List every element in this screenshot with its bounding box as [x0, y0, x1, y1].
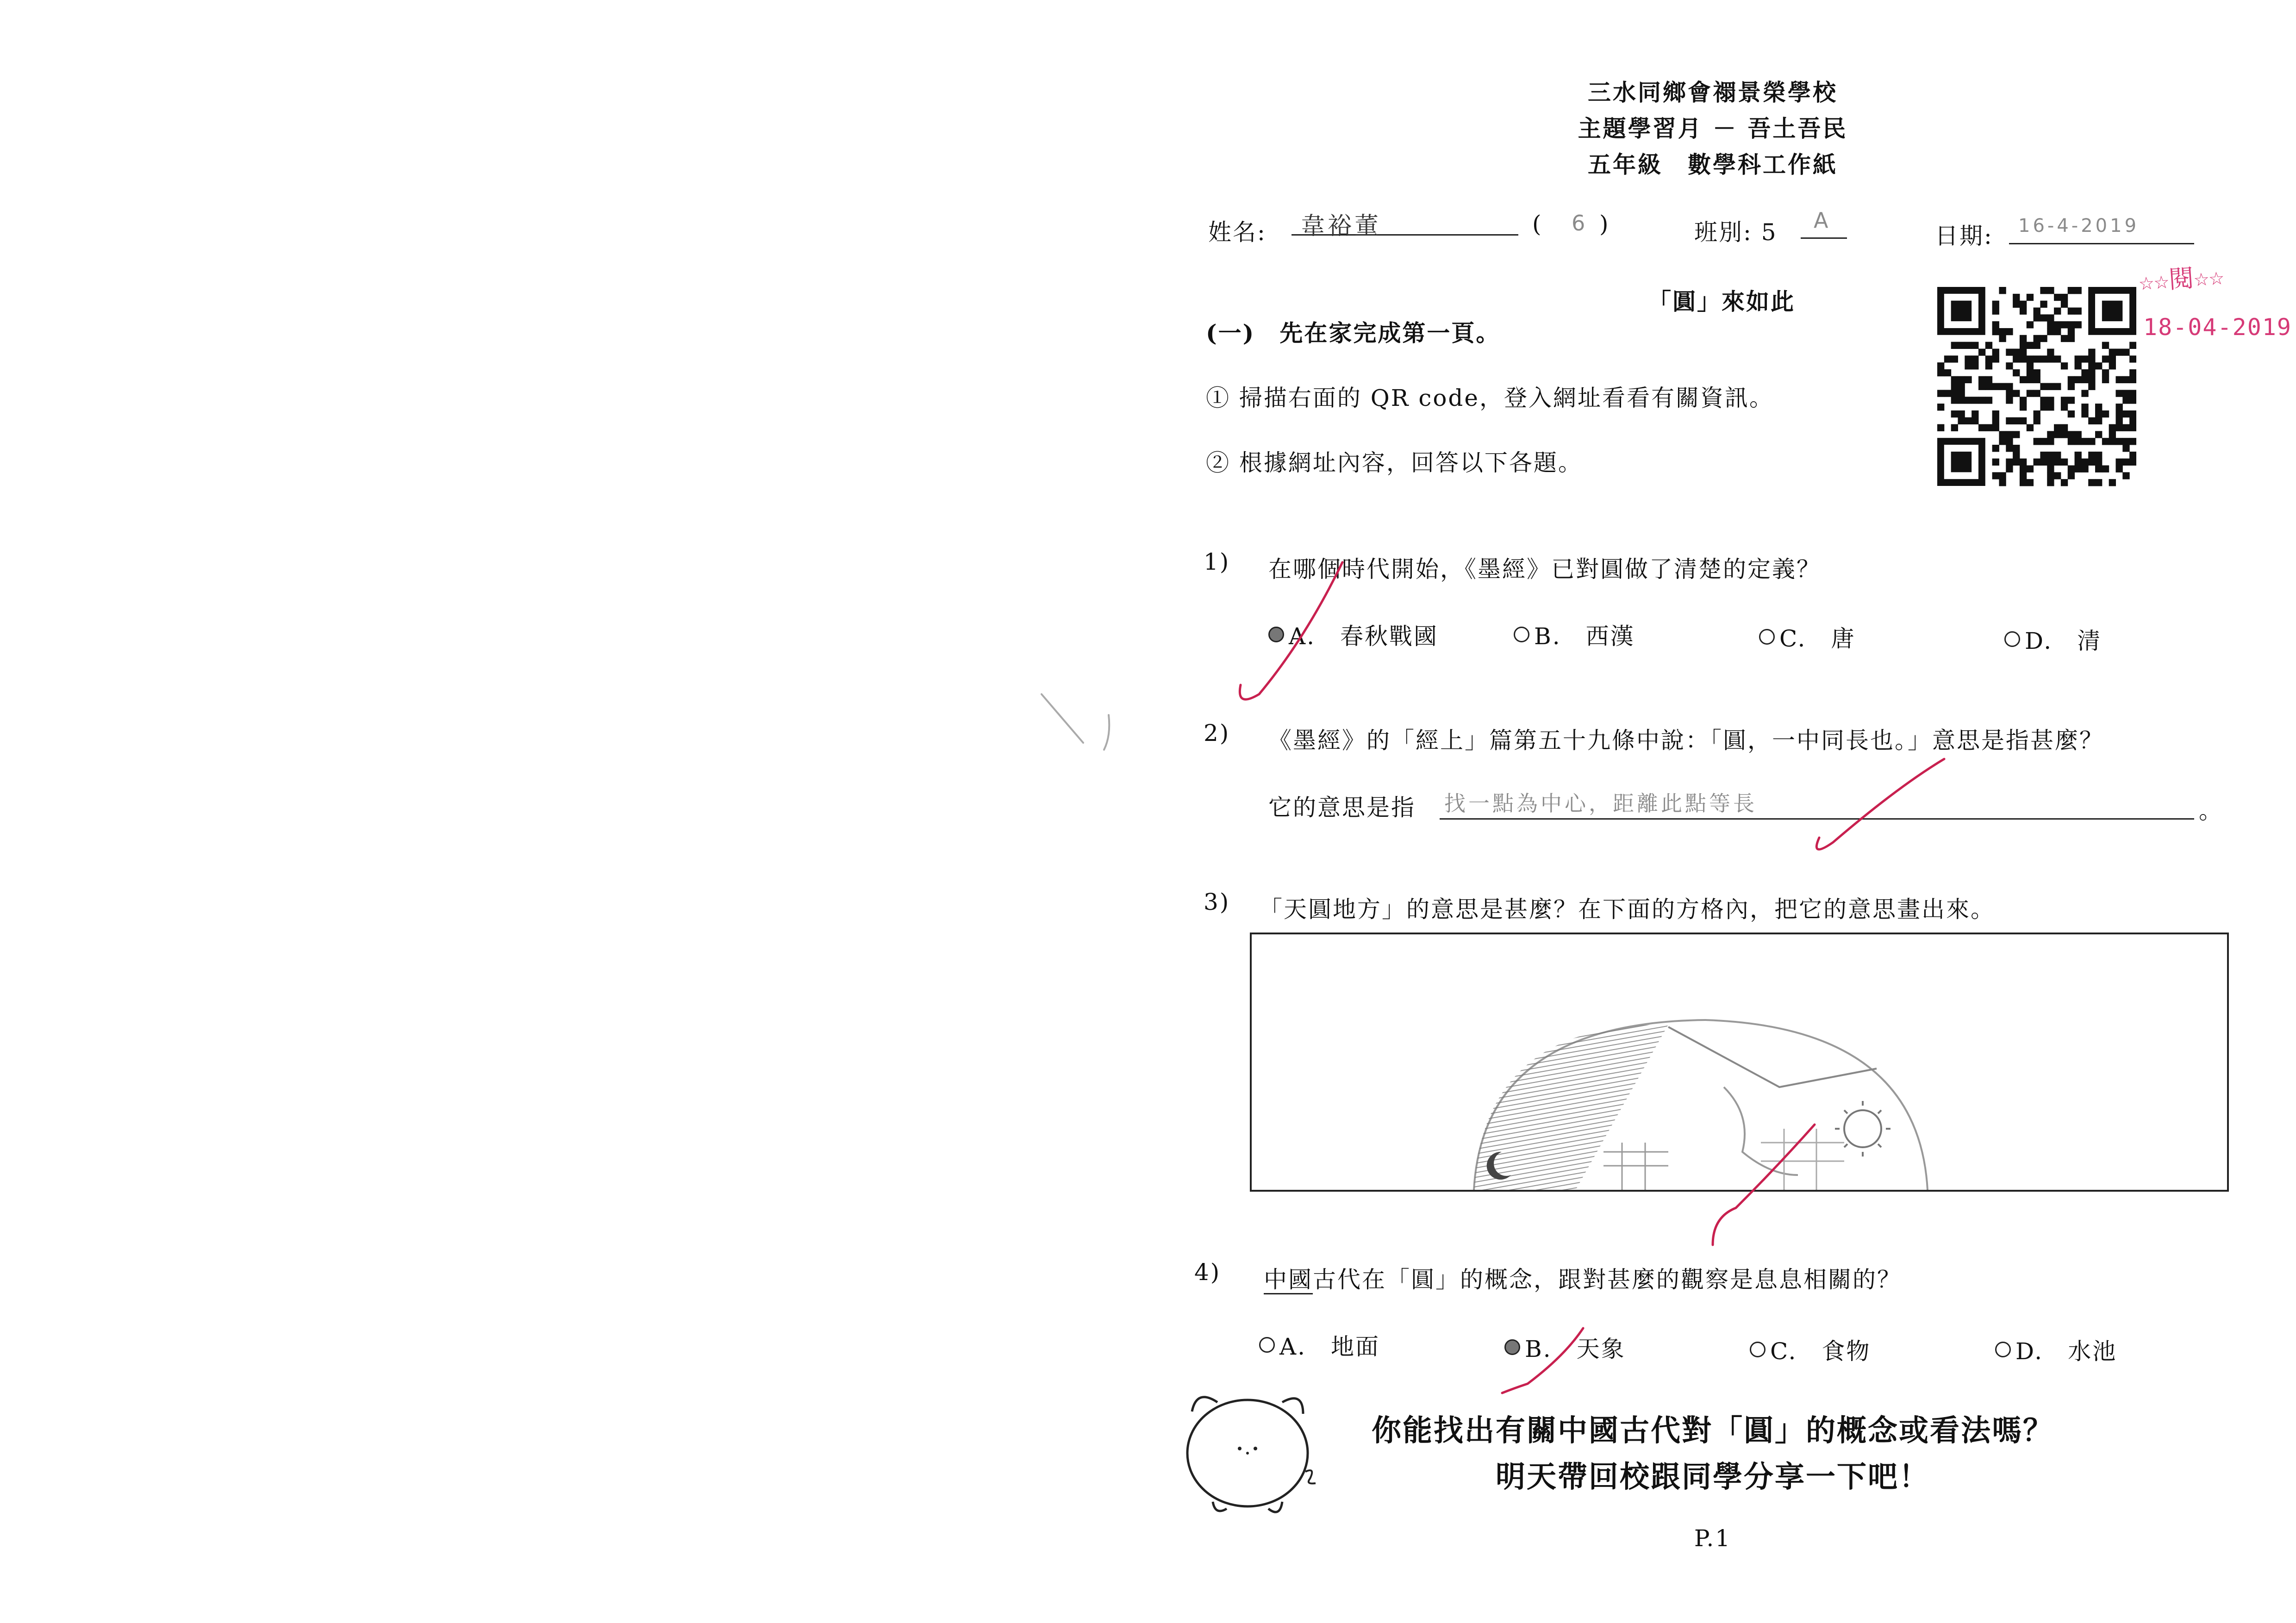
review-stamp-mark: ☆☆閱☆☆ — [2138, 261, 2225, 297]
q4-option-c[interactable]: C. 食物 — [1750, 1333, 1871, 1366]
sky-dome-drawing — [1252, 934, 2227, 1190]
q3-number: 3) — [1204, 889, 1230, 915]
page-number: P.1 — [1694, 1525, 1732, 1552]
theme-title: 主題學習月 － 吾土吾民 — [1578, 115, 1848, 142]
q4-text: 中國古代在「圓」的概念，跟對甚麼的觀察是息息相關的？ — [1264, 1261, 1902, 1294]
q4-number: 4) — [1194, 1259, 1221, 1286]
class-value: A — [1814, 208, 1831, 233]
name-value: 韋裕董 — [1301, 212, 1382, 240]
review-stamp-date: 18-04-2019 — [2143, 314, 2292, 341]
q1-number: 1) — [1204, 548, 1230, 575]
sun-icon — [1835, 1101, 1890, 1157]
qr-code-icon[interactable] — [1937, 287, 2136, 491]
q3-text: 「天圓地方」的意思是甚麼？在下面的方格內，把它的意思畫出來。 — [1259, 896, 1995, 923]
q3-drawing-box[interactable] — [1250, 933, 2229, 1192]
radio-filled-icon — [1504, 1339, 1520, 1355]
step-answer: ② 根據網址內容，回答以下各題。 — [1206, 449, 1583, 476]
radio-empty-icon — [1514, 627, 1529, 642]
radio-empty-icon — [1759, 629, 1775, 645]
class-label: 班別: 5 — [1694, 219, 1778, 246]
q4-option-b[interactable]: B. 天象 — [1504, 1331, 1626, 1364]
date-field[interactable] — [2009, 211, 2194, 244]
q2-period: 。 — [2199, 797, 2223, 824]
q2-number: 2) — [1204, 720, 1230, 746]
radio-empty-icon — [1259, 1337, 1275, 1353]
q2-prompt: 它的意思是指 — [1268, 794, 1416, 821]
date-value: 16-4-2019 — [2018, 215, 2140, 236]
q4-underlined: 中國 — [1264, 1266, 1313, 1294]
number-open: ( — [1532, 211, 1543, 237]
q1-text: 在哪個時代開始，《墨經》已對圓做了清楚的定義？ — [1268, 556, 1821, 583]
q1-option-d[interactable]: D. 清 — [2004, 622, 2102, 656]
footer-question: 你能找出有關中國古代對「圓」的概念或看法嗎？ — [1372, 1413, 2054, 1448]
radio-empty-icon — [2004, 631, 2020, 647]
class-field[interactable] — [1801, 206, 1847, 239]
radio-empty-icon — [1750, 1342, 1766, 1357]
footer-share: 明天帶回校跟同學分享一下吧！ — [1496, 1460, 1930, 1494]
q4-option-d[interactable]: D. 水池 — [1995, 1333, 2117, 1366]
radio-empty-icon — [1995, 1342, 2011, 1357]
number-value[interactable]: 6 — [1572, 211, 1588, 236]
date-label: 日期: — [1935, 223, 1993, 249]
q1-option-c[interactable]: C. 唐 — [1759, 620, 1855, 653]
q1-option-b[interactable]: B. 西漢 — [1514, 618, 1635, 651]
worksheet-title: 五年級 數學科工作紙 — [1588, 151, 1838, 178]
stray-pencil-marks — [1042, 694, 1109, 750]
step-scan-qr: ① 掃描右面的 QR code，登入網址看看有關資訊。 — [1206, 385, 1774, 411]
topic-title: 「圓」來如此 — [1648, 288, 1795, 315]
pig-mascot-icon — [1171, 1384, 1324, 1523]
q4-option-a[interactable]: A. 地面 — [1259, 1328, 1380, 1362]
school-name: 三水同鄉會禤景榮學校 — [1588, 79, 1838, 106]
name-field[interactable] — [1292, 204, 1518, 240]
name-label: 姓名: — [1208, 219, 1267, 246]
section-title: (一) 先在家完成第一頁。 — [1206, 319, 1501, 347]
q2-answer: 找一點為中心，距離此點等長 — [1444, 791, 1757, 816]
number-close: ) — [1599, 211, 1610, 237]
q1-option-a[interactable]: A. 春秋戰國 — [1268, 618, 1438, 651]
q2-answer-field[interactable] — [1440, 782, 2194, 820]
radio-filled-icon — [1268, 627, 1284, 642]
q2-text: 《墨經》的「經上」篇第五十九條中說：「圓，一中同長也。」意思是指甚麼？ — [1268, 727, 2104, 754]
